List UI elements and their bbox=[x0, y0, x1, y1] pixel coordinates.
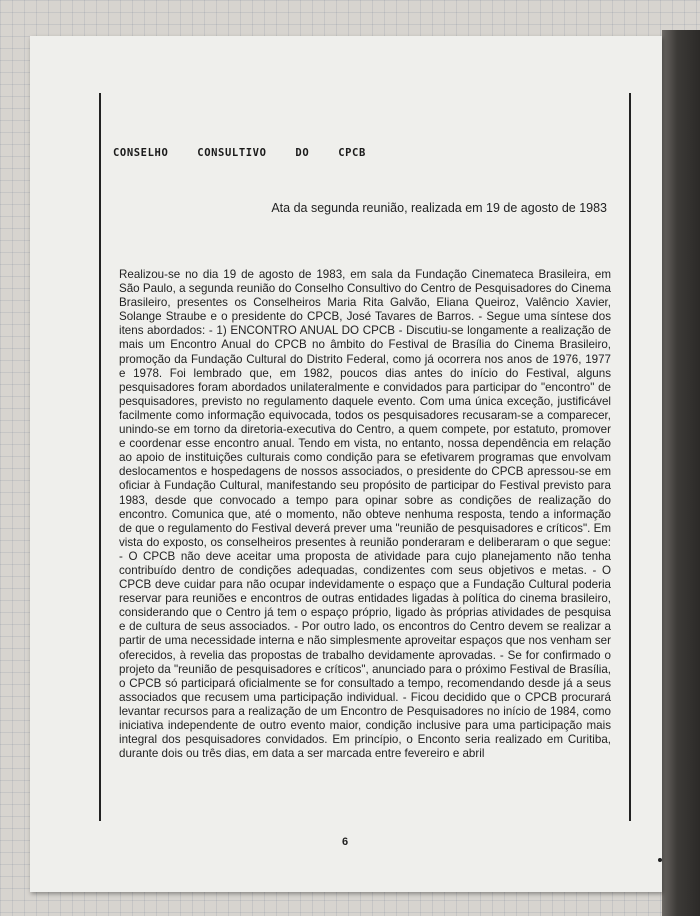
minutes-subtitle: Ata da segunda reunião, realizada em 19 de agosto de 1983 bbox=[271, 201, 607, 215]
binding-mark bbox=[658, 858, 662, 862]
page-number: 6 bbox=[342, 836, 349, 848]
minutes-body: Realizou-se no dia 19 de agosto de 1983, em sala da Fundação Cinemateca Brasileira, em São Paulo, a segunda reunião do Conselho Consultivo do Centro de Pesquisadores do Cinema Brasileiro, presentes os Conselheiros Maria Rita Galvão, Eliana Queiroz, Valêncio Xavier, Solange Straube e o presidente do CPCB, José Tavares de Barros. - Segue uma síntese dos itens abordados: - 1) ENCONTRO ANUAL DO CPCB - Discutiu-se longamente a realização de mais um Encontro Anual do CPCB no âmbito do Festival de Brasília do Cinema Brasileiro, promoção da Fundação Cultural do Distrito Federal, como já ocorrera nos anos de 1976, 1977 e 1978. Foi lembrado que, em 1982, poucos dias antes do início do Festival, alguns pesquisadores foram abordados unilateralmente e convidados para participar do "encontro" de pesquisadores, previsto no regulamento daquele evento. Com uma única exceção, justificável facilmente como informação equivocada, todos os pesquisadores recusaram-se a comparecer, unindo-se em torno da diretoria-executiva do Centro, a quem compete, por estatuto, promover e coordenar esse encontro anual. Tendo em vista, no entanto, nossa dependência em relação ao apoio de instituições culturais como condição para se efetivarem programas que envolvam deslocamentos e hospedagens de nossos associados, o presidente do CPCB apressou-se em oficiar à Fundação Cultural, manifestando seu propósito de participar do Festival previsto para 1983, desde que convocado a tempo para opinar sobre as condições de realização do encontro. Comunica que, até o momento, não obteve nenhuma resposta, tendo a informação de que o regulamento do Festival deverá prever uma "reunião de pesquisadores e críticos". Em vista do exposto, os conselheiros presentes à reunião ponderaram e deliberaram o que segue: - O CPCB não deve aceitar uma proposta de atividade para cujo planejamento não tenha contribuído dentro de condições adequadas, condizentes com seus objetivos e metas. - O CPCB deve cuidar para não ocupar indevidamente o espaço que a Fundação Cultural poderia reservar para reuniões e encontros de outras entidades ligadas à política do cinema brasileiro, considerando que o Centro já tem o espaço próprio, ligado às próprias atividades de pesquisa e de cultura de seus associados. - Por outro lado, os encontros do Centro devem se realizar a partir de uma necessidade interna e não simplesmente aproveitar espaços que nos venham ser oferecidos, à revelia das propostas de trabalho devidamente aprovadas. - Se for confirmado o projeto da "reunião de pesquisadores e críticos", anunciado para o próximo Festival de Brasília, o CPCB só participará oficialmente se for consultado a tempo, recomendando desde já a seus associados que recusem uma participação individual. - Ficou decidido que o CPCB procurará levantar recursos para a realização de um Encontro de Pesquisadores no início de 1984, como iniciativa independente de outro evento maior, condição inclusive para uma participação mais integral dos pesquisadores convidados. Em princípio, o Enconto seria realizado em Curitiba, durante dois ou três dias, em data a ser marcada entre fevereiro e abril bbox=[119, 268, 611, 761]
background-edge bbox=[662, 30, 700, 916]
section-heading: CONSELHO CONSULTIVO DO CPCB bbox=[113, 147, 366, 159]
document-page bbox=[30, 36, 662, 892]
text-frame bbox=[99, 93, 631, 821]
